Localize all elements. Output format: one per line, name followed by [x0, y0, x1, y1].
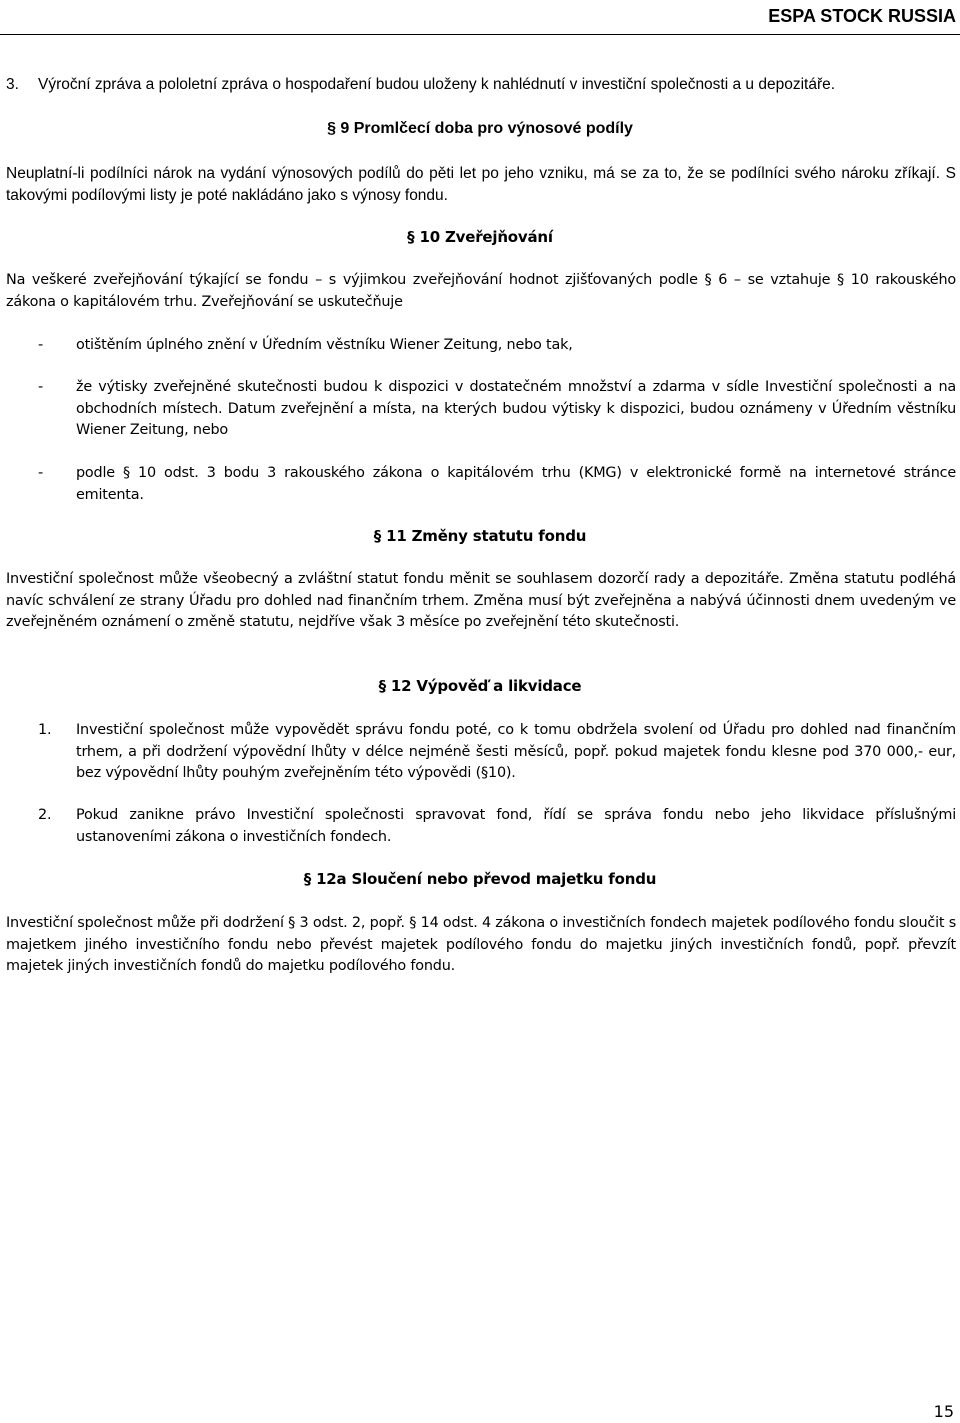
- section-10-heading: § 10 Zveřejňování: [407, 228, 553, 246]
- section-12-heading: § 12 Výpověď a likvidace: [378, 677, 582, 695]
- section-10-intro: Na veškeré zveřejňování týkající se fondu – s výjimkou zveřejňování hodnot zjišťovaných podle § 6 – se vztahuje § 10 rakouského zákona o kapitálovém trhu. Zveřejňování se uskutečňuje: [6, 272, 956, 310]
- list-marker: -: [38, 465, 43, 481]
- section-9-text: Neuplatní-li podílníci nárok na vydání výnosových podílů do pěti let po jeho vzniku, má se za to, že se podílníci svého nároku zříkají. S takovými podílovými listy je poté nakládáno jako s výnosy fondu.: [6, 165, 956, 204]
- list-item-text: že výtisky zveřejněné skutečnosti budou k dispozici v dostatečném množství a zdarma v sídle Investiční společnosti a na obchodních místech. Datum zveřejnění a místa, na kterých budou výtisky k dispozici, budou oznámeny v Úředním věstníku Wiener Zeitung, nebo: [76, 379, 956, 438]
- section-11-text: Investiční společnost může všeobecný a zvláštní statut fondu měnit se souhlasem dozorčí rady a depozitáře. Změna statutu podléhá navíc schválení ze strany Úřadu pro dohled nad finančním trhem. Změna musí být zveřejněna a nabývá účinnosti dnem uvedeným ve zveřejněném oznámení o změně statutu, nejdříve však 3 měsíce po zveřejnění této skutečnosti.: [6, 571, 956, 630]
- list-item-text: podle § 10 odst. 3 bodu 3 rakouského zákona o kapitálovém trhu (KMG) v elektronické formě na internetové stránce emitenta.: [76, 465, 956, 503]
- paragraph-text: Výroční zpráva a pololetní zpráva o hospodaření budou uloženy k nahlédnutí v investiční společnosti a u depozitáře.: [38, 76, 836, 93]
- list-item: [6, 463, 956, 506]
- list-item: [6, 377, 956, 442]
- list-item-text: Pokud zanikne právo Investiční společnosti spravovat fond, řídí se správa fondu nebo jeho likvidace příslušnými ustanoveními zákona o investičních fondech.: [76, 807, 956, 845]
- list-item: [6, 720, 956, 785]
- list-item: [6, 335, 956, 357]
- list-marker: -: [38, 337, 43, 353]
- list-marker: 2.: [38, 807, 52, 823]
- section-11-heading: § 11 Změny statutu fondu: [373, 527, 587, 545]
- section-9-heading: § 9 Promlčecí doba pro výnosové podíly: [327, 120, 633, 137]
- page-number: 15: [933, 1402, 954, 1421]
- list-marker: -: [38, 379, 43, 395]
- list-item-text: Investiční společnost může vypovědět správu fondu poté, co k tomu obdržela svolení od Úřadu pro dohled nad finančním trhem, a při dodržení výpovědní lhůty v délce nejméně šesti měsíců, popř. pokud majetek fondu klesne pod 370 000,- eur, bez výpovědní lhůty pouhým zveřejněním této výpovědi (§10).: [76, 722, 956, 781]
- section-12a-text: Investiční společnost může při dodržení § 3 odst. 2, popř. § 14 odst. 4 zákona o investičních fondech majetek podílového fondu sloučit s majetkem jiného investičního fondu nebo převést majetek podílového fondu do majetku jiných investičních fondů, popř. převzít majetek jiných investičních fondů do majetku podílového fondu.: [6, 915, 956, 974]
- list-item-text: otištěním úplného znění v Úředním věstníku Wiener Zeitung, nebo tak,: [76, 337, 573, 353]
- document-title: ESPA STOCK RUSSIA: [768, 6, 956, 26]
- numbered-paragraph-3: [6, 74, 956, 96]
- page-header: [0, 0, 960, 35]
- list-marker: 1.: [38, 722, 52, 738]
- section-12a-heading: § 12a Sloučení nebo převod majetku fondu: [303, 870, 657, 888]
- list-item: [6, 805, 956, 848]
- paragraph-number: 3.: [6, 76, 19, 93]
